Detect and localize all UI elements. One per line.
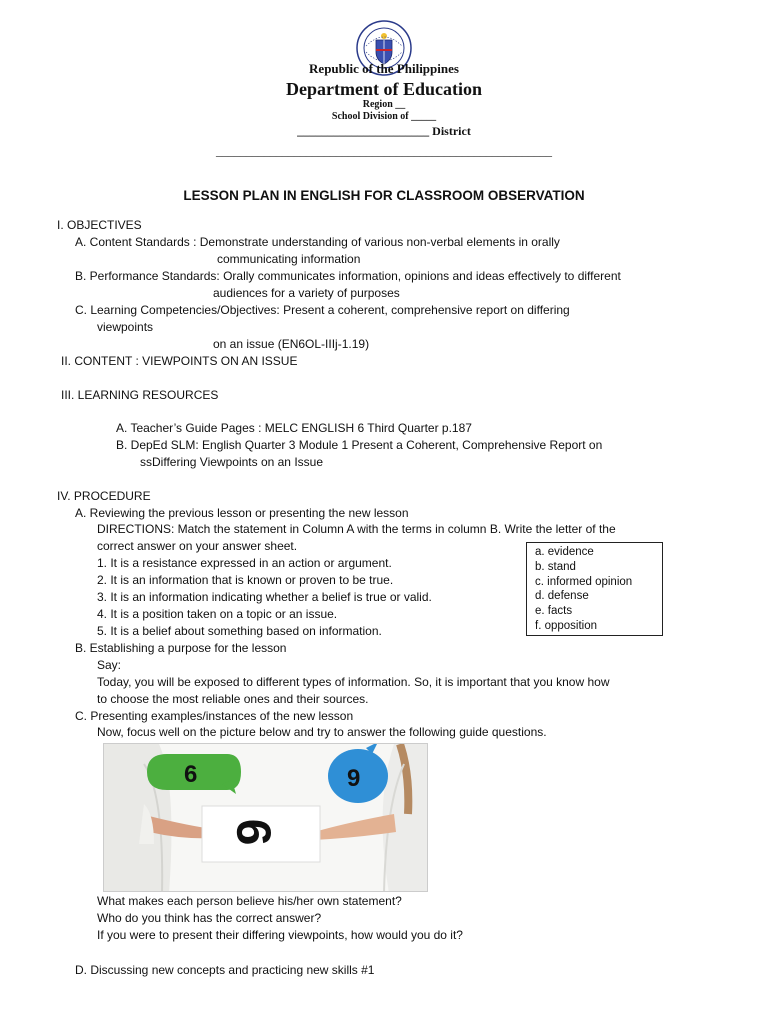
competencies-line1: C. Learning Competencies/Objectives: Present a coherent, comprehensive report on differing: [75, 303, 570, 317]
resources-heading: III. LEARNING RESOURCES: [61, 388, 219, 402]
viewpoints-illustration: [103, 743, 428, 892]
choice-item: d. defense: [535, 590, 589, 603]
page-title: LESSON PLAN IN ENGLISH FOR CLASSROOM OBSERVATION: [183, 188, 585, 203]
header-district: ______________________ District: [297, 124, 471, 138]
list-item: 2. It is an information that is known or proven to be true.: [97, 573, 394, 587]
performance-standards-line2: audiences for a variety of purposes: [213, 286, 400, 300]
content-standards-line1: A. Content Standards : Demonstrate understanding of various non-verbal elements in orally: [75, 235, 560, 249]
choice-item: b. stand: [535, 560, 576, 573]
card-number: 9: [228, 818, 282, 846]
content-standards-line2: communicating information: [217, 252, 361, 266]
guide-question: Who do you think has the correct answer?: [97, 911, 322, 925]
procedure-b-heading: B. Establishing a purpose for the lesson: [75, 641, 287, 655]
choice-item: e. facts: [535, 605, 573, 618]
resource-slm-line1: B. DepEd SLM: English Quarter 3 Module 1 Present a Coherent, Comprehensive Report on: [116, 438, 603, 452]
resource-tg: A. Teacher’s Guide Pages : MELC ENGLISH 6 Third Quarter p.187: [116, 421, 472, 435]
say-line1: Today, you will be exposed to different types of information. So, it is important that you know how: [97, 675, 610, 689]
header-rule: ________________________________________________________: [216, 144, 552, 158]
list-item: 5. It is a belief about something based on information.: [97, 624, 382, 638]
right-bubble-number: 9: [347, 765, 361, 792]
guide-question: What makes each person believe his/her own statement?: [97, 894, 402, 908]
header-division: School Division of _____: [331, 111, 437, 122]
procedure-a-heading: A. Reviewing the previous lesson or presenting the new lesson: [75, 506, 409, 520]
resource-slm-line2: ssDiffering Viewpoints on an Issue: [140, 455, 323, 469]
directions-line2: correct answer on your answer sheet.: [97, 539, 298, 553]
competencies-line3: on an issue (EN6OL-IIIj-1.19): [213, 337, 370, 351]
procedure-c-heading: C. Presenting examples/instances of the new lesson: [75, 709, 354, 723]
content-heading: II. CONTENT : VIEWPOINTS ON AN ISSUE: [61, 354, 298, 368]
choice-item: f. opposition: [535, 619, 598, 632]
header-region: Region __: [362, 99, 406, 110]
list-item: 4. It is a position taken on a topic or an issue.: [97, 607, 338, 621]
performance-standards-line1: B. Performance Standards: Orally communicates information, opinions and ideas effectively to different: [75, 269, 621, 283]
choice-item: c. informed opinion: [535, 575, 633, 588]
guide-question: If you were to present their differing viewpoints, how would you do it?: [97, 928, 463, 942]
header-department: Department of Education: [286, 79, 482, 99]
say-label: Say:: [97, 658, 122, 672]
directions-line1: DIRECTIONS: Match the statement in Column A with the terms in column B. Write the letter of the: [97, 522, 616, 536]
choices-box: [526, 542, 663, 636]
left-bubble-number: 6: [184, 761, 198, 788]
objectives-heading: I. OBJECTIVES: [57, 218, 142, 232]
procedure-heading: IV. PROCEDURE: [57, 489, 151, 503]
say-line2: to choose the most reliable ones and their sources.: [97, 692, 369, 706]
header-country: Republic of the Philippines: [309, 61, 459, 76]
choice-item: a. evidence: [535, 546, 594, 558]
procedure-d-heading: D. Discussing new concepts and practicing new skills #1: [75, 963, 375, 977]
procedure-c-intro: Now, focus well on the picture below and try to answer the following guide questions.: [97, 725, 547, 739]
list-item: 1. It is a resistance expressed in an action or argument.: [97, 556, 392, 570]
list-item: 3. It is an information indicating whether a belief is true or valid.: [97, 590, 432, 604]
competencies-line2: viewpoints: [97, 320, 154, 334]
